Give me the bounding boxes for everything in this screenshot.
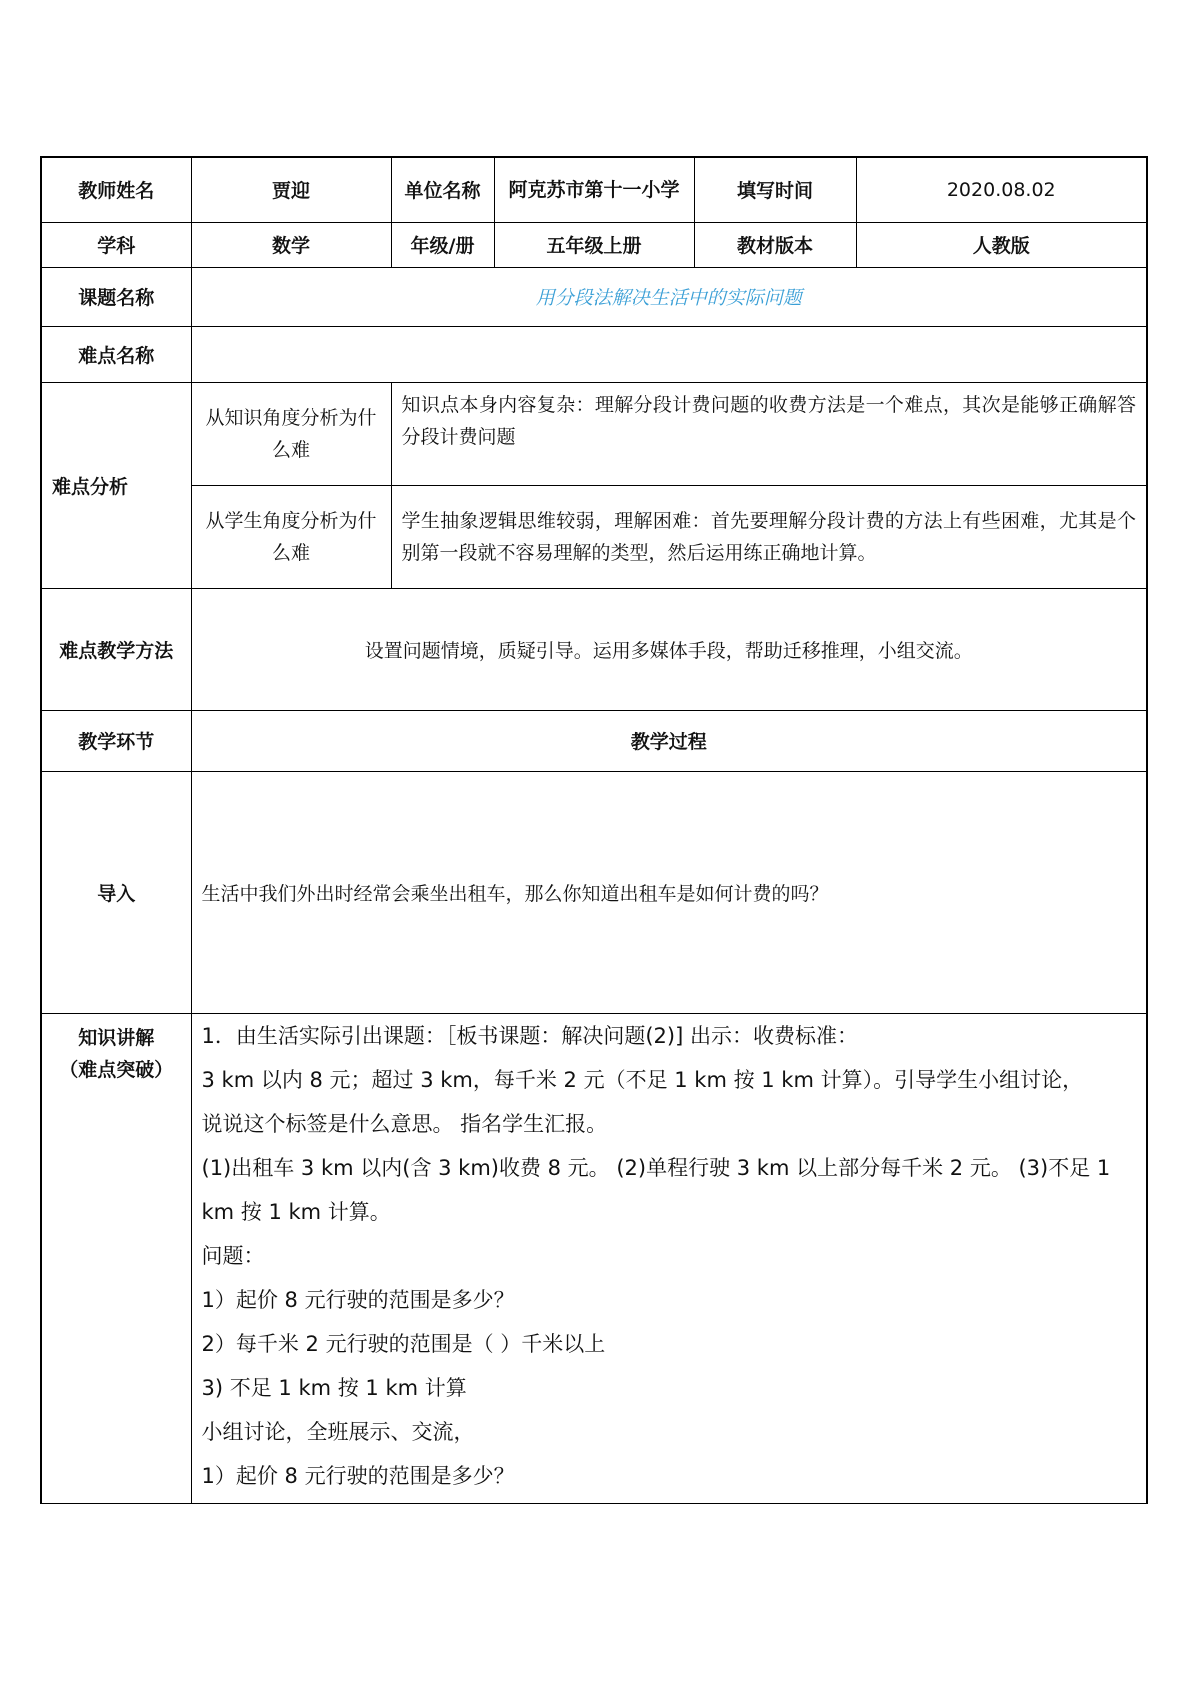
unit-label: 单位名称 — [391, 157, 494, 222]
intro-label: 导入 — [41, 771, 191, 1013]
lecture-label-line1: 知识讲解 — [78, 1026, 155, 1049]
topic-row — [41, 267, 1147, 326]
lecture-line: 问题： — [201, 1243, 265, 1268]
grade-value: 五年级上册 — [494, 222, 694, 267]
difficulty-label: 难点名称 — [41, 326, 191, 382]
topic-label: 课题名称 — [41, 267, 191, 326]
difficulty-row — [41, 326, 1147, 382]
topic-title: 用分段法解决生活中的实际问题 — [191, 267, 1147, 326]
lecture-label — [41, 1013, 191, 1503]
teacher-name: 贾迎 — [191, 157, 391, 222]
edition-label: 教材版本 — [694, 222, 856, 267]
knowledge-angle-label: 从知识角度分析为什么难 — [191, 382, 391, 485]
intro-row — [41, 771, 1147, 1013]
process-header-row — [41, 710, 1147, 771]
lecture-line: 2）每千米 2 元行驶的范围是（ ）千米以上 — [201, 1331, 606, 1356]
lecture-line: 小组讨论，全班展示、交流， — [201, 1419, 475, 1444]
lecture-line: 1）起价 8 元行驶的范围是多少？ — [201, 1287, 515, 1312]
lecture-line: 1）起价 8 元行驶的范围是多少？ — [201, 1463, 515, 1488]
analysis-row-student — [41, 485, 1147, 588]
student-angle-text: 学生抽象逻辑思维较弱，理解困难：首先要理解分段计费的方法上有些困难，尤其是个别第一段就不容易理解的类型，然后运用练正确地计算。 — [391, 485, 1147, 588]
lecture-line: (1)出租车 3 km 以内(含 3 km)收费 8 元。 (2)单程行驶 3 km 以上部分每千米 2 元。 (3)不足 1 — [201, 1155, 1111, 1180]
teacher-label: 教师姓名 — [41, 157, 191, 222]
lecture-row — [41, 1013, 1147, 1503]
lecture-content — [191, 1013, 1147, 1503]
analysis-label: 难点分析 — [41, 382, 191, 588]
lecture-line: 1．由生活实际引出课题：［板书课题：解决问题(2)] 出示：收费标准： — [201, 1023, 858, 1048]
lecture-label-line2: （难点突破） — [59, 1058, 174, 1081]
unit-name: 阿克苏市第十一小学 — [494, 157, 694, 222]
student-angle-label: 从学生角度分析为什么难 — [191, 485, 391, 588]
stage-header: 教学环节 — [41, 710, 191, 771]
intro-text: 生活中我们外出时经常会乘坐出租车，那么你知道出租车是如何计费的吗？ — [191, 771, 1147, 1013]
difficulty-value — [191, 326, 1147, 382]
knowledge-angle-text: 知识点本身内容复杂：理解分段计费问题的收费方法是一个难点，其次是能够正确解答分段计费问题 — [391, 382, 1147, 485]
method-row — [41, 588, 1147, 710]
grade-label: 年级/册 — [391, 222, 494, 267]
lecture-line: 说说这个标签是什么意思。 指名学生汇报。 — [201, 1111, 608, 1136]
header-row-2 — [41, 222, 1147, 267]
analysis-row-knowledge — [41, 382, 1147, 485]
edition-value: 人教版 — [856, 222, 1147, 267]
lecture-line: 3 km 以内 8 元；超过 3 km，每千米 2 元（不足 1 km 按 1 km 计算）。引导学生小组讨论， — [201, 1067, 1084, 1092]
method-text: 设置问题情境，质疑引导。运用多媒体手段，帮助迁移推理，小组交流。 — [191, 588, 1147, 710]
subject-label: 学科 — [41, 222, 191, 267]
header-row-1 — [41, 157, 1147, 222]
method-label: 难点教学方法 — [41, 588, 191, 710]
date-value: 2020.08.02 — [856, 157, 1147, 222]
subject-value: 数学 — [191, 222, 391, 267]
lecture-line: 3) 不足 1 km 按 1 km 计算 — [201, 1375, 467, 1400]
process-header: 教学过程 — [191, 710, 1147, 771]
date-label: 填写时间 — [694, 157, 856, 222]
lesson-plan-table — [40, 156, 1148, 1504]
lecture-line: km 按 1 km 计算。 — [201, 1199, 391, 1224]
